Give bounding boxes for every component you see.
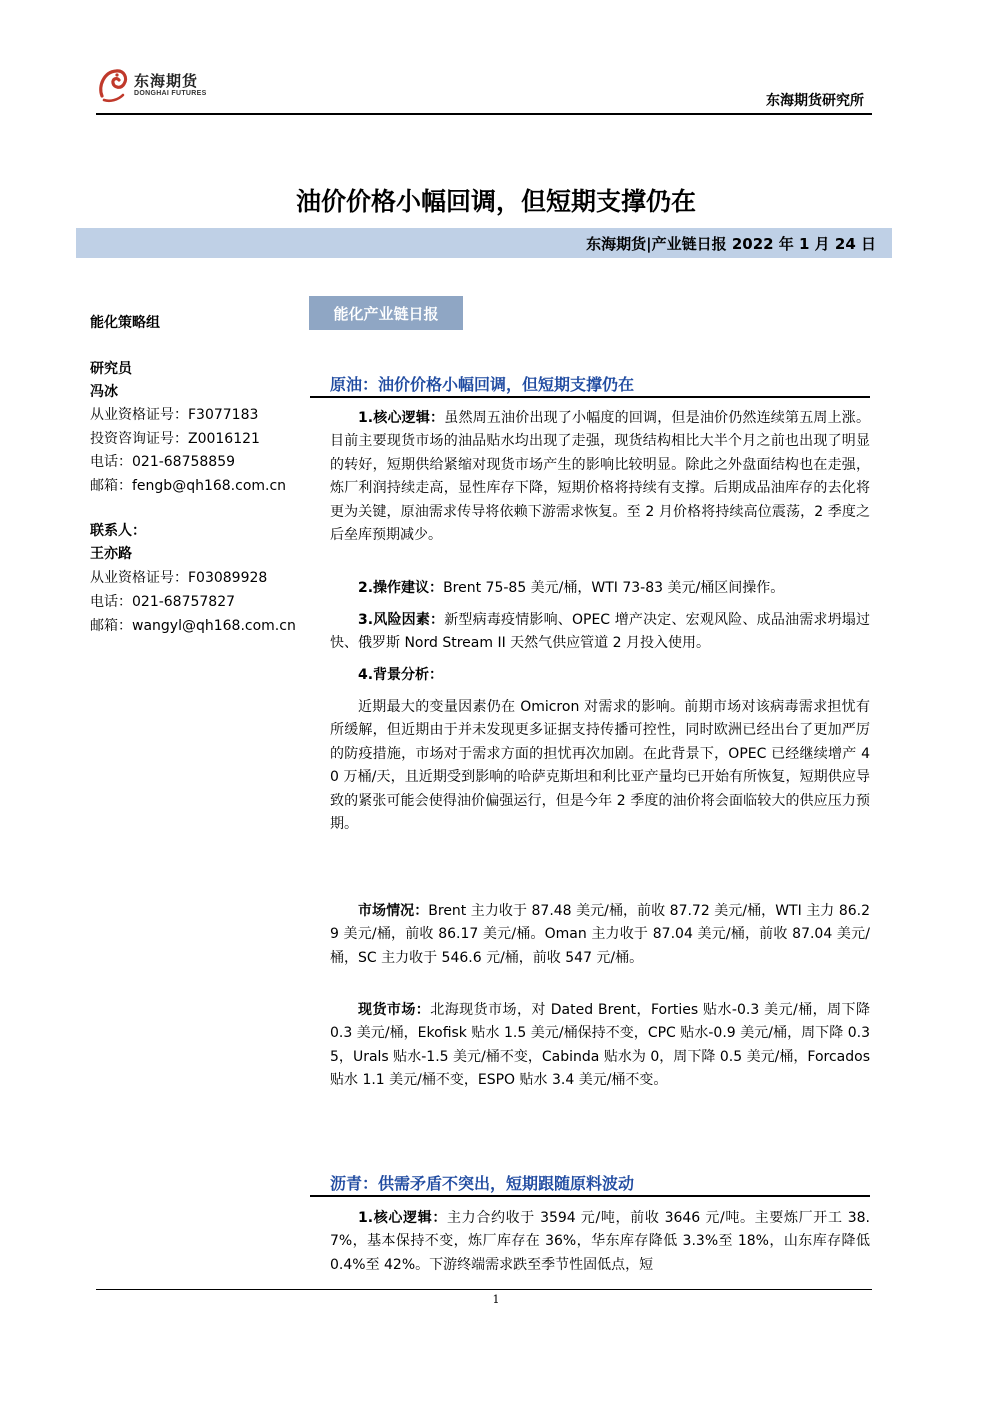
team-name: 能化策略组 — [90, 315, 160, 331]
crude-suggestion-text: Brent 75-85 美元/桶，WTI 73-83 美元/桶区间操作。 — [443, 580, 785, 596]
crude-core-logic-text: 虽然周五油价出现了小幅度的回调，但是油价仍然连续第五周上涨。目前主要现货市场的油品贴水均出现了走强，现货结构相比大半个月之前也出现了明显的转好，短期供给紧缩对现货市场产生的影响比较明显。除此之外盘面结构也在走强，炼厂利润持续走高，显性库存下降，短期价格将持续有支撑。后期成品油库存的去化将更为关键，原油需求传导将依赖下游需求恢复。至 2 月价格将持续高位震荡，2 季度之后垒库预期减少。 — [330, 410, 870, 544]
crude-heading-divider — [310, 396, 870, 398]
section-tab — [309, 296, 463, 330]
crude-heading: 原油：油价价格小幅回调，但短期支撑仍在 — [330, 375, 635, 394]
crude-background — [330, 664, 870, 687]
crude-suggestion — [330, 577, 870, 600]
crude-risk — [330, 609, 870, 656]
researcher-consult-license: 投资咨询证号：Z0016121 — [90, 431, 260, 447]
crude-spot-label: 现货市场： — [358, 1002, 431, 1018]
section-tab-label: 能化产业链日报 — [333, 305, 439, 323]
contact-email: 邮箱：wangyl@qh168.com.cn — [90, 618, 296, 634]
asphalt-core-logic-text: 主力合约收于 3594 元/吨，前收 3646 元/吨。主要炼厂开工 38.7%，基本保持不变，炼厂库存在 36%，华东库存降低 3.3%至 18%，山东库存降低 0.4%至 42%。下游终端需求跌至季节性固低点，短 — [330, 1210, 870, 1273]
crude-background-text: 近期最大的变量因素仍在 Omicron 对需求的影响。前期市场对该病毒需求担忧有所缓解，但近期由于并未发现更多证据支持传播可控性，同时欧洲已经出台了更加严厉的防疫措施，市场对于需求方面的担忧再次加剧。在此背景下，OPEC 已经继续增产 40 万桶/天，且近期受到影响的哈萨克斯坦和利比亚产量均已开始有所恢复，短期供应导致的紧张可能会使得油价偏强运行，但是今年 2 季度的油价将会面临较大的供应压力预期。 — [330, 699, 870, 833]
researcher-label: 研究员 — [90, 361, 132, 377]
contact-license: 从业资格证号：F03089928 — [90, 570, 268, 586]
company-logo — [96, 66, 236, 106]
researcher-email: 邮箱：fengb@qh168.com.cn — [90, 478, 287, 494]
asphalt-core-logic — [330, 1207, 870, 1277]
header-divider — [96, 113, 872, 115]
crude-market-text: Brent 主力收于 87.48 美元/桶，前收 87.72 美元/桶，WTI 主力 86.29 美元/桶，前收 86.17 美元/桶。Oman 主力收于 87.04 美元/桶，前收 87.04 美元/桶，SC 主力收于 546.6 元/桶，前收 547 元/桶。 — [330, 903, 871, 966]
document-title: 油价价格小幅回调，但短期支撑仍在 — [295, 187, 696, 216]
crude-spot-text: 北海现货市场，对 Dated Brent，Forties 贴水-0.3 美元/桶，周下降 0.3 美元/桶，Ekofisk 贴水 1.5 美元/桶保持不变，CPC 贴水-0.9 美元/桶，周下降 0.35，Urals 贴水-1.5 美元/桶不变，Cabinda 贴水为 0，周下降 0.5 美元/桶，Forcados 贴水 1.1 美元/桶不变，ESPO 贴水 3.4 美元/桶不变。 — [330, 1002, 871, 1089]
crude-risk-text: 新型病毒疫情影响、OPEC 增产决定、宏观风险、成品油需求坍塌过快、俄罗斯 Nord Stream II 天然气供应管道 2 月投入使用。 — [330, 612, 870, 652]
footer-divider — [96, 1289, 872, 1290]
contact-name: 王亦路 — [90, 546, 132, 562]
crude-market — [330, 900, 870, 970]
report-date-line: 东海期货|产业链日报 2022 年 1 月 24 日 — [586, 235, 876, 253]
contact-label: 联系人： — [90, 523, 146, 539]
crude-market-label: 市场情况： — [358, 903, 429, 919]
dragon-logo-icon — [96, 66, 130, 106]
crude-core-logic — [330, 407, 870, 547]
researcher-license: 从业资格证号：F3077183 — [90, 407, 259, 423]
crude-spot — [330, 999, 870, 1093]
asphalt-heading: 沥青：供需矛盾不突出，短期跟随原料波动 — [330, 1174, 635, 1193]
logo-cn-text: 东海期货 — [134, 72, 199, 90]
asphalt-core-logic-label: 1.核心逻辑： — [358, 1210, 448, 1226]
researcher-name: 冯冰 — [90, 384, 118, 400]
institute-name: 东海期货研究所 — [766, 93, 864, 109]
researcher-phone: 电话：021-68758859 — [90, 454, 236, 470]
crude-core-logic-label: 1.核心逻辑： — [358, 410, 445, 426]
crude-risk-label: 3.风险因素： — [358, 612, 445, 628]
crude-background-label: 4.背景分析： — [358, 667, 444, 683]
crude-suggestion-label: 2.操作建议： — [358, 580, 444, 596]
contact-phone: 电话：021-68757827 — [90, 594, 236, 610]
page-number: 1 — [492, 1293, 500, 1306]
subtitle-bar — [76, 228, 892, 258]
asphalt-heading-divider — [310, 1195, 870, 1197]
logo-en-text: DONGHAI FUTURES — [134, 90, 207, 97]
